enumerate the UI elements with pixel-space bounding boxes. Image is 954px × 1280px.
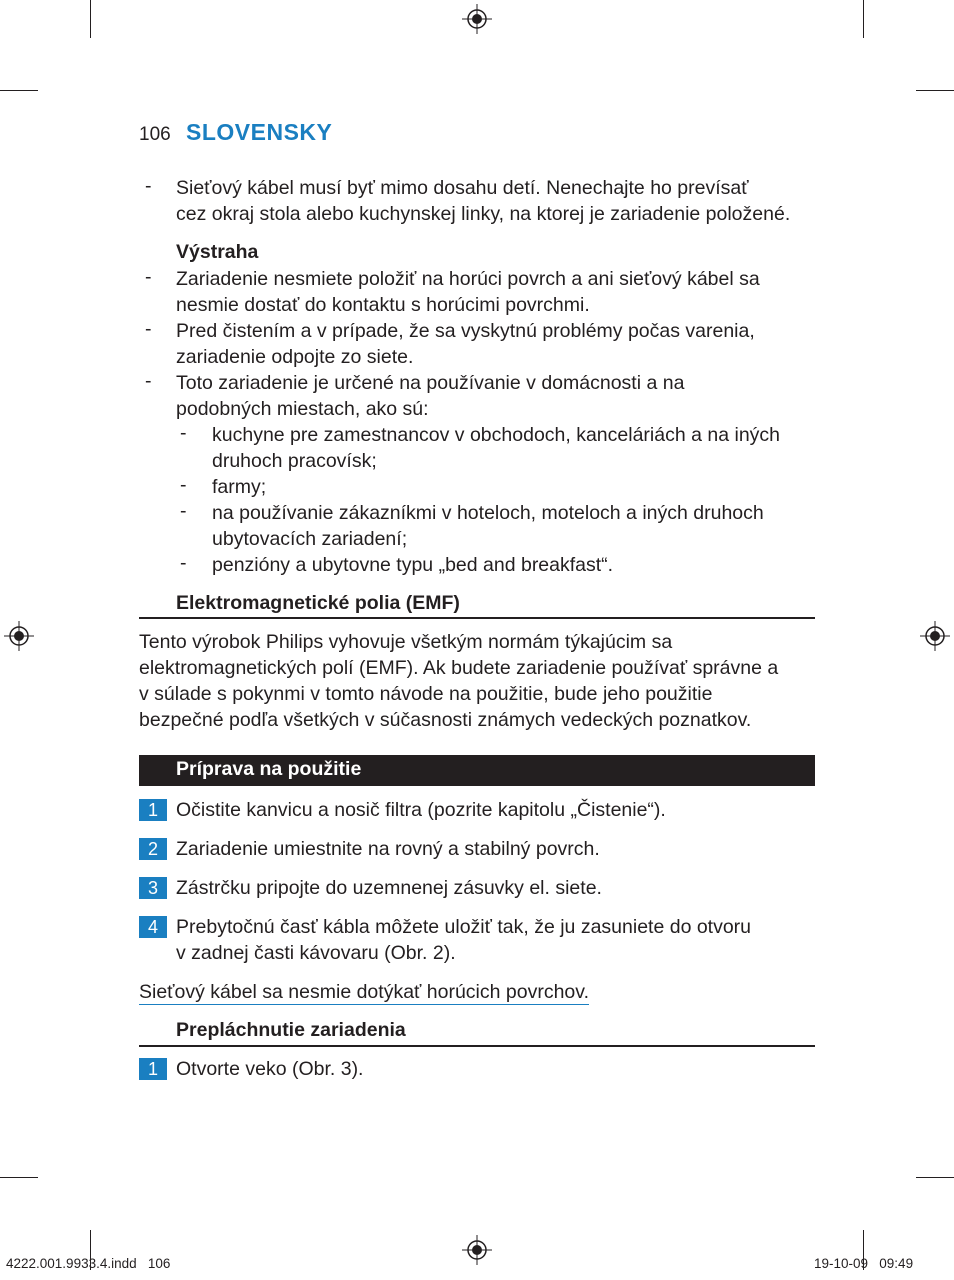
bullet-dash: - — [145, 370, 152, 392]
step-text: v zadnej časti kávovaru (Obr. 2). — [176, 942, 456, 964]
sub-bullet-dash: - — [180, 474, 187, 496]
warning-item: zariadenie odpojte zo siete. — [176, 346, 414, 368]
step-text: Zástrčku pripojte do uzemnenej zásuvky el. siete. — [176, 877, 602, 899]
sub-bullet-dash: - — [180, 500, 187, 522]
warning-item: Pred čistením a v prípade, že sa vyskytnú problémy počas varenia, — [176, 320, 755, 342]
warning-item: podobných miestach, ako sú: — [176, 398, 429, 420]
step-text: Otvorte veko (Obr. 3). — [176, 1058, 364, 1080]
language-title: SLOVENSKY — [186, 119, 333, 145]
crop-mark — [863, 0, 864, 38]
emf-text: v súlade s pokynmi v tomto návode na použitie, bude jeho použitie — [139, 683, 713, 705]
warning-item: nesmie dostať do kontaktu s horúcimi povrchmi. — [176, 294, 590, 316]
sub-bullet-dash: - — [180, 422, 187, 444]
warning-subitem: druhoch pracovísk; — [212, 450, 377, 472]
step-number: 3 — [139, 877, 167, 899]
step-text: Zariadenie umiestnite na rovný a stabilný povrch. — [176, 838, 600, 860]
body-text: cez okraj stola alebo kuchynskej linky, na ktorej je zariadenie položené. — [176, 203, 791, 225]
step-number: 1 — [139, 1058, 167, 1080]
emf-text: elektromagnetických polí (EMF). Ak budete zariadenie používať správne a — [139, 657, 779, 679]
registration-mark-icon — [462, 1235, 492, 1265]
emf-heading: Elektromagnetické polia (EMF) — [176, 592, 460, 614]
crop-mark — [90, 0, 91, 38]
step-number: 2 — [139, 838, 167, 860]
section-rule — [139, 617, 815, 619]
section-header-bar — [139, 755, 815, 786]
footer-date: 19-10-09 09:49 — [814, 1256, 914, 1271]
step-text: Očistite kanvicu a nosič filtra (pozrite kapitolu „Čistenie“). — [176, 799, 666, 821]
warning-subitem: ubytovacích zariadení; — [212, 528, 408, 550]
bullet-dash: - — [145, 175, 152, 197]
emf-text: Tento výrobok Philips vyhovuje všetkým normám týkajúcim sa — [139, 631, 673, 653]
note-text: Sieťový kábel sa nesmie dotýkať horúcich povrchov. — [139, 981, 589, 1003]
crop-mark — [0, 90, 38, 91]
registration-mark-icon — [462, 4, 492, 34]
warning-item: Zariadenie nesmiete položiť na horúci povrch a ani sieťový kábel sa — [176, 268, 760, 290]
step-number: 1 — [139, 799, 167, 821]
registration-mark-icon — [4, 621, 34, 651]
crop-mark — [0, 1177, 38, 1178]
section-rule — [139, 1045, 815, 1047]
warning-subitem: penzióny a ubytovne typu „bed and breakfast“. — [212, 554, 614, 576]
step-text: Prebytočnú časť kábla môžete uložiť tak, že ju zasuniete do otvoru — [176, 916, 752, 938]
crop-mark — [916, 90, 954, 91]
preparation-heading: Príprava na použitie — [176, 758, 362, 780]
bullet-dash: - — [145, 318, 152, 340]
warning-subitem: na používanie zákazníkmi v hoteloch, moteloch a iných druhoch — [212, 502, 764, 524]
emf-text: bezpečné podľa všetkých v súčasnosti známych vedeckých poznatkov. — [139, 709, 752, 731]
rinse-heading: Prepláchnutie zariadenia — [176, 1019, 406, 1041]
step-number: 4 — [139, 916, 167, 938]
body-text: Sieťový kábel musí byť mimo dosahu detí. Nenechajte ho prevísať — [176, 177, 749, 199]
footer-file: 4222.001.9933.4.indd 106 — [6, 1256, 171, 1271]
warning-subitem: kuchyne pre zamestnancov v obchodoch, kanceláriách a na iných — [212, 424, 781, 446]
warning-heading: Výstraha — [176, 241, 259, 263]
warning-item: Toto zariadenie je určené na používanie v domácnosti a na — [176, 372, 685, 394]
warning-subitem: farmy; — [212, 476, 267, 498]
registration-mark-icon — [920, 621, 950, 651]
crop-mark — [916, 1177, 954, 1178]
bullet-dash: - — [145, 266, 152, 288]
sub-bullet-dash: - — [180, 552, 187, 574]
page-number: 106 — [139, 124, 171, 145]
